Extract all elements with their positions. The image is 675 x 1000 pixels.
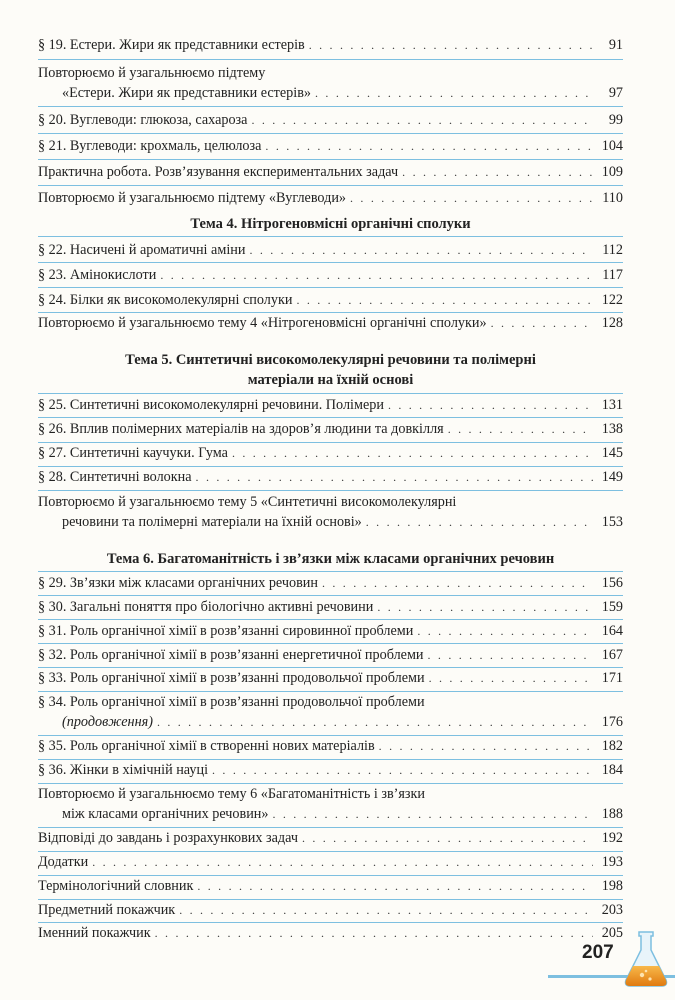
toc-entry: [38, 265, 623, 285]
toc-entry: [38, 923, 623, 943]
toc-entry: [38, 313, 623, 333]
toc-entry: [38, 736, 623, 756]
toc-entry-title: § 27. Синтетичні каучуки. Гума: [38, 445, 228, 461]
toc-entry-title: § 28. Синтетичні волокна: [38, 469, 192, 485]
toc-entry-page: 156: [601, 575, 623, 591]
section-heading: Тема 6. Багатоманітність і зв’язки між класами органічних речовин: [106, 551, 555, 567]
divider: [38, 490, 623, 491]
toc-entry-title: § 19. Естери. Жири як представники естерів: [38, 37, 305, 53]
section-heading: Тема 5. Синтетичні високомолекулярні речовини та полімерні: [125, 352, 536, 368]
toc-entry-title-line1: Повторюємо й узагальнюємо тему 5 «Синтетичні високомолекулярні: [38, 494, 457, 510]
dot-leader: [157, 712, 593, 732]
toc-entry: [38, 63, 623, 103]
dot-leader: [402, 162, 593, 182]
toc-entry: [38, 395, 623, 415]
toc-entry: [38, 240, 623, 260]
toc-entry-page: 117: [602, 267, 623, 283]
dot-leader: [92, 852, 593, 872]
toc-entry-title: Повторюємо й узагальнюємо підтему «Вуглеводи»: [38, 190, 347, 206]
toc-entry: [38, 492, 623, 532]
toc-entry-page: 192: [601, 830, 623, 846]
toc-entry-title: § 32. Роль органічної хімії в розв’язанні енергетичної проблеми: [38, 647, 424, 663]
toc-entry: [38, 136, 623, 156]
toc-entry-title: § 20. Вуглеводи: глюкоза, сахароза: [38, 112, 248, 128]
dot-leader: [155, 923, 593, 943]
toc-entry: [38, 668, 623, 688]
toc-entry: [38, 760, 623, 780]
toc-entry-title: § 31. Роль органічної хімії в розв’язанні сировинної проблеми: [38, 623, 414, 639]
toc-entry-page: 188: [601, 806, 623, 822]
divider: [38, 185, 623, 186]
divider: [38, 595, 623, 596]
toc-entry-title-line1: § 34. Роль органічної хімії в розв’язанні продовольчої проблеми: [38, 694, 425, 710]
toc-entry-page: 110: [602, 190, 623, 206]
toc-entry-title: Практична робота. Розв’язування експериментальних задач: [38, 164, 399, 180]
toc-entry-page: 112: [602, 242, 623, 258]
dot-leader: [197, 876, 593, 896]
toc-entry-page: 128: [601, 315, 623, 331]
divider: [38, 106, 623, 107]
dot-leader: [448, 419, 593, 439]
toc-entry: [38, 467, 623, 487]
toc-entry: [38, 419, 623, 439]
toc-entry: [38, 852, 623, 872]
toc-entry-page: 205: [601, 925, 623, 941]
divider: [38, 287, 623, 288]
dot-leader: [350, 188, 593, 208]
dot-leader: [232, 443, 593, 463]
toc-entry-page: 122: [601, 292, 623, 308]
toc-entry-title: § 26. Вплив полімерних матеріалів на здоров’я людини та довкілля: [38, 421, 444, 437]
toc-entry-page: 104: [601, 138, 623, 154]
section-heading-line2: матеріали на їхній основі: [247, 372, 414, 388]
toc-entry-title: § 33. Роль органічної хімії в розв’язанні продовольчої проблеми: [38, 670, 425, 686]
toc-entry: [38, 162, 623, 182]
divider: [38, 619, 623, 620]
dot-leader: [417, 621, 593, 641]
toc-entry-title: речовини та полімерні матеріали на їхній основі»: [62, 514, 362, 530]
toc-entry: [38, 597, 623, 617]
toc-entry-page: 182: [601, 738, 623, 754]
toc-entry-page: 184: [601, 762, 623, 778]
dot-leader: [377, 597, 593, 617]
toc-entry-page: 131: [601, 397, 623, 413]
toc-entry: [38, 35, 623, 55]
toc-entry: [38, 443, 623, 463]
toc-entry-title: між класами органічних речовин»: [62, 806, 269, 822]
toc-entry: [38, 110, 623, 130]
dot-leader: [265, 136, 593, 156]
divider: [38, 393, 623, 394]
section-heading: Тема 4. Нітрогеновмісні органічні сполуки: [190, 216, 471, 232]
toc-entry: [38, 692, 623, 732]
toc-entry-title: § 36. Жінки в хімічній науці: [38, 762, 209, 778]
toc-entry-page: 145: [601, 445, 623, 461]
toc-entry: [38, 876, 623, 896]
toc-entry-title: § 25. Синтетичні високомолекулярні речовини. Полімери: [38, 397, 384, 413]
toc-entry-title: (продовження): [62, 714, 153, 730]
toc-entry: [38, 900, 623, 920]
page-number: 207: [582, 942, 614, 963]
dot-leader: [302, 828, 593, 848]
toc-entry-title: § 22. Насичені й ароматичні аміни: [38, 242, 246, 258]
dot-leader: [429, 668, 593, 688]
toc-entry-page: 138: [601, 421, 623, 437]
divider: [38, 571, 623, 572]
dot-leader: [249, 240, 593, 260]
toc-entry: [38, 621, 623, 641]
toc-entry-title: § 23. Амінокислоти: [38, 267, 157, 283]
toc-entry-title: § 21. Вуглеводи: крохмаль, целюлоза: [38, 138, 262, 154]
toc-entry-title: § 24. Білки як високомолекулярні сполуки: [38, 292, 293, 308]
toc-entry-page: 99: [608, 112, 623, 128]
toc-entry-page: 159: [601, 599, 623, 615]
toc-entry: [38, 573, 623, 593]
toc-entry-title-line1: Повторюємо й узагальнюємо підтему: [38, 65, 266, 81]
divider: [38, 417, 623, 418]
toc-entry-page: 198: [601, 878, 623, 894]
divider: [38, 59, 623, 60]
toc-entry-title: Термінологічний словник: [38, 878, 194, 894]
toc-entry: [38, 645, 623, 665]
dot-leader: [428, 645, 593, 665]
dot-leader: [196, 467, 593, 487]
toc-entry-title: «Естери. Жири як представники естерів»: [62, 85, 312, 101]
dot-leader: [366, 512, 593, 532]
toc-entry-page: 176: [601, 714, 623, 730]
flask-icon: [622, 928, 670, 990]
toc-entry-title: § 35. Роль органічної хімії в створенні нових матеріалів: [38, 738, 375, 754]
toc-entry-page: 97: [608, 85, 623, 101]
toc-entry-page: 203: [601, 902, 623, 918]
toc-entry: [38, 188, 623, 208]
dot-leader: [296, 290, 593, 310]
divider: [38, 133, 623, 134]
dot-leader: [212, 760, 593, 780]
dot-leader: [251, 110, 593, 130]
divider: [38, 643, 623, 644]
toc-entry-title: Предметний покажчик: [38, 902, 176, 918]
toc-entry: [38, 784, 623, 824]
toc-entry-page: 91: [608, 37, 623, 53]
divider: [38, 262, 623, 263]
dot-leader: [388, 395, 593, 415]
toc-entry-title: § 30. Загальні поняття про біологічно активні речовини: [38, 599, 374, 615]
toc-entry-page: 167: [601, 647, 623, 663]
toc-entry-page: 149: [601, 469, 623, 485]
toc-entry-page: 153: [601, 514, 623, 530]
toc-entry-title: Додатки: [38, 854, 89, 870]
toc-entry-page: 164: [601, 623, 623, 639]
toc-entry-title: Іменний покажчик: [38, 925, 151, 941]
dot-leader: [322, 573, 593, 593]
divider: [38, 159, 623, 160]
dot-leader: [160, 265, 593, 285]
toc-entry-title: Відповіді до завдань і розрахункових задач: [38, 830, 298, 846]
dot-leader: [309, 35, 593, 55]
dot-leader: [272, 804, 593, 824]
toc-entry: [38, 290, 623, 310]
dot-leader: [315, 83, 593, 103]
dot-leader: [179, 900, 593, 920]
dot-leader: [491, 313, 593, 333]
toc-entry-title: § 29. Зв’язки між класами органічних речовин: [38, 575, 318, 591]
divider: [38, 236, 623, 237]
toc-entry-page: 109: [601, 164, 623, 180]
toc-entry: [38, 828, 623, 848]
toc-entry-title-line1: Повторюємо й узагальнюємо тему 6 «Багатоманітність і зв’язки: [38, 786, 425, 802]
toc-entry-title: Повторюємо й узагальнюємо тему 4 «Нітрогеновмісні органічні сполуки»: [38, 315, 487, 331]
toc-entry-page: 171: [601, 670, 623, 686]
toc-entry-page: 193: [601, 854, 623, 870]
dot-leader: [379, 736, 593, 756]
